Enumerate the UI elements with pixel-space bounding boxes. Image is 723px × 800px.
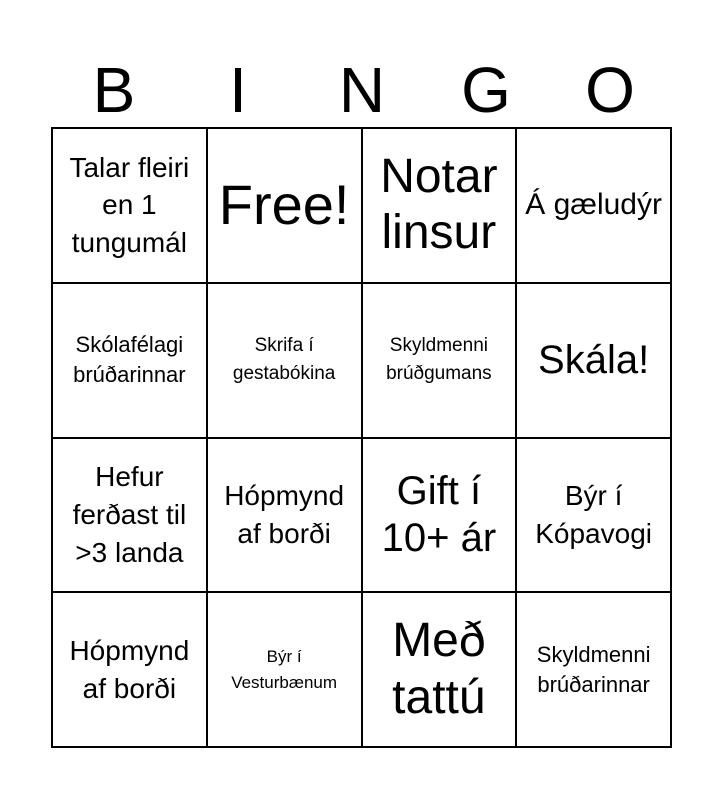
header-letter-o: O (585, 54, 635, 126)
bingo-cell-label: Notar linsur (380, 149, 498, 260)
bingo-cell[interactable] (53, 593, 208, 748)
bingo-cell[interactable] (208, 284, 363, 439)
bingo-cell-label: Skyldmenni brúðarinnar (536, 641, 651, 697)
bingo-cell-label: Skólafélagi brúðarinnar (73, 332, 186, 388)
bingo-cell[interactable] (53, 129, 208, 284)
bingo-board (51, 127, 672, 748)
bingo-cell[interactable] (517, 129, 672, 284)
header-letter-g: G (461, 54, 511, 126)
bingo-cell-label: Skyldmenni brúðgumans (386, 334, 492, 385)
bingo-cell-label: Hópmynd af borði (224, 480, 345, 549)
bingo-cell[interactable] (517, 593, 672, 748)
bingo-cell-label: Með tattú (392, 614, 486, 724)
bingo-cell-label: Á gæludýr (525, 188, 662, 222)
bingo-cell-label: Býr í Kópavogi (535, 480, 652, 549)
bingo-cell-label: Hópmynd af borði (69, 634, 190, 704)
bingo-cell-label: Free! (218, 173, 350, 237)
bingo-cell-label: Gift í 10+ ár (381, 468, 497, 560)
free-space-cell[interactable] (208, 129, 363, 284)
bingo-header (52, 52, 672, 128)
bingo-cell[interactable] (363, 593, 518, 748)
bingo-cell[interactable] (517, 439, 672, 594)
bingo-cell[interactable] (363, 284, 518, 439)
bingo-cell[interactable] (53, 284, 208, 439)
bingo-cell-label: Skrifa í gestabókina (232, 334, 336, 385)
header-letter-n: N (338, 54, 386, 126)
header-letter-b: B (92, 54, 136, 126)
bingo-cell[interactable] (208, 593, 363, 748)
bingo-cell[interactable] (363, 129, 518, 284)
bingo-cell-label: Hefur ferðast til >3 landa (72, 461, 187, 568)
bingo-cell[interactable] (363, 439, 518, 594)
header-letter-i: I (229, 54, 247, 126)
bingo-cell-label: Býr í Vesturbænum (231, 647, 338, 692)
bingo-cell-label: Skála! (538, 337, 650, 382)
bingo-cell[interactable] (517, 284, 672, 439)
bingo-cell-label: Talar fleiri en 1 tungumál (69, 151, 190, 259)
bingo-cell[interactable] (208, 439, 363, 594)
bingo-cell[interactable] (53, 439, 208, 594)
